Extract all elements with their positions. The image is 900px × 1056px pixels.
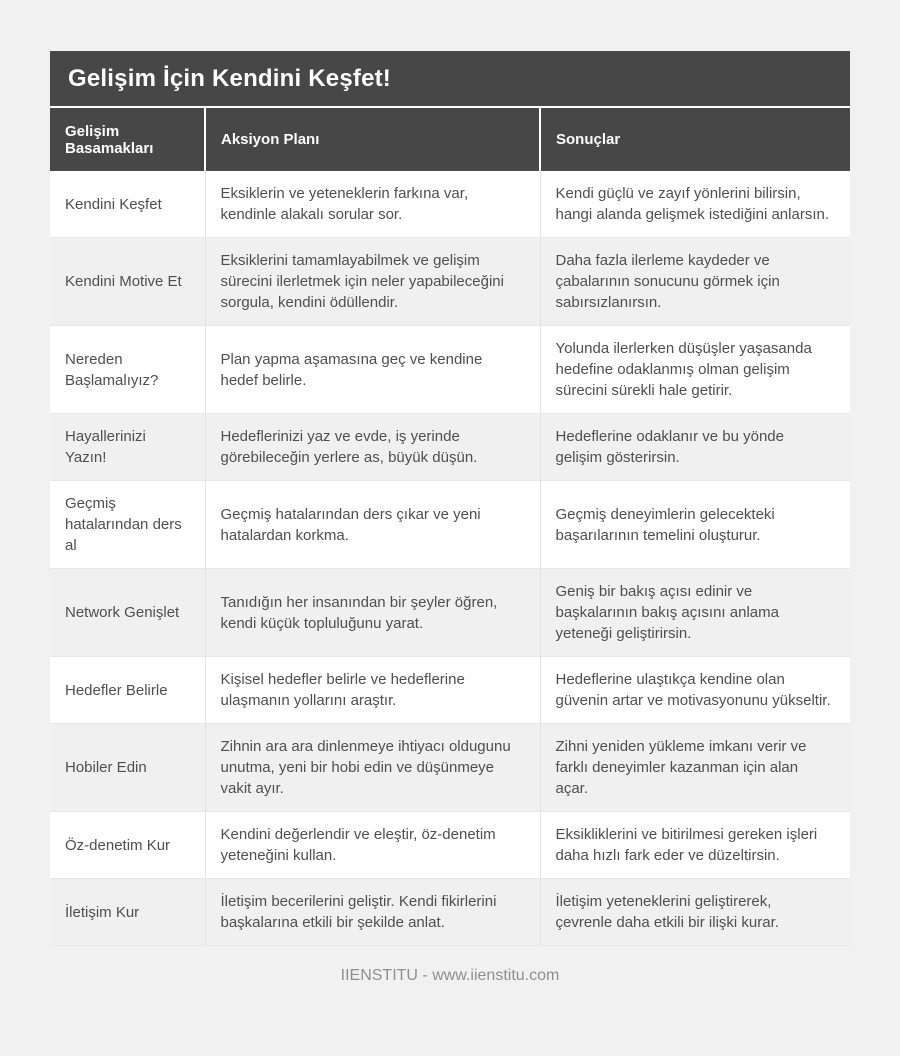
row-action-text: Geçmiş hatalarından ders çıkar ve yeni hatalardan korkma. bbox=[205, 481, 540, 569]
table-header-row bbox=[50, 108, 850, 171]
row-action-text: Zihnin ara ara dinlenmeye ihtiyacı oldugunu unutma, yeni bir hobi edin ve düşünmeye vakit ayır. bbox=[205, 724, 540, 812]
row-result-text: Yolunda ilerlerken düşüşler yaşasanda hedefine odaklanmış olman gelişim sürecini sürekli hale getirir. bbox=[540, 326, 850, 414]
table-row bbox=[50, 238, 850, 326]
row-step-label: Hayallerinizi Yazın! bbox=[50, 414, 205, 481]
column-header-steps: Gelişim Basamakları bbox=[50, 108, 205, 171]
row-result-text: İletişim yeteneklerini geliştirerek, çevrenle daha etkili bir ilişki kurar. bbox=[540, 879, 850, 946]
table-row bbox=[50, 326, 850, 414]
row-result-text: Zihni yeniden yükleme imkanı verir ve farklı deneyimler kazanman için alan açar. bbox=[540, 724, 850, 812]
row-action-text: Plan yapma aşamasına geç ve kendine hedef belirle. bbox=[205, 326, 540, 414]
table-row bbox=[50, 481, 850, 569]
row-step-label: Nereden Başlamalıyız? bbox=[50, 326, 205, 414]
column-header-results: Sonuçlar bbox=[540, 108, 850, 171]
row-step-label: İletişim Kur bbox=[50, 879, 205, 946]
row-result-text: Geçmiş deneyimlerin gelecekteki başarılarının temelini oluşturur. bbox=[540, 481, 850, 569]
row-step-label: Kendini Motive Et bbox=[50, 238, 205, 326]
table-header bbox=[50, 108, 850, 171]
row-step-label: Hobiler Edin bbox=[50, 724, 205, 812]
row-step-label: Öz-denetim Kur bbox=[50, 812, 205, 879]
row-action-text: Eksiklerin ve yeteneklerin farkına var, kendinle alakalı sorular sor. bbox=[205, 171, 540, 238]
table-row bbox=[50, 812, 850, 879]
row-action-text: Eksiklerini tamamlayabilmek ve gelişim sürecini ilerletmek için neler yapabileceğini sorgula, kendini ödüllendir. bbox=[205, 238, 540, 326]
row-action-text: Kendini değerlendir ve eleştir, öz-denetim yeteneğini kullan. bbox=[205, 812, 540, 879]
table-row bbox=[50, 879, 850, 946]
row-result-text: Geniş bir bakış açısı edinir ve başkalarının bakış açısını anlama yeteneği geliştirirsin. bbox=[540, 569, 850, 657]
row-step-label: Hedefler Belirle bbox=[50, 657, 205, 724]
page-title: Gelişim İçin Kendini Keşfet! bbox=[50, 51, 850, 108]
column-header-action-plan: Aksiyon Planı bbox=[205, 108, 540, 171]
row-action-text: Tanıdığın her insanından bir şeyler öğren, kendi küçük topluluğunu yarat. bbox=[205, 569, 540, 657]
row-action-text: Hedeflerinizi yaz ve evde, iş yerinde görebileceğin yerlere as, büyük düşün. bbox=[205, 414, 540, 481]
row-result-text: Daha fazla ilerleme kaydeder ve çabalarının sonucunu görmek için sabırsızlanırsın. bbox=[540, 238, 850, 326]
row-result-text: Kendi güçlü ve zayıf yönlerini bilirsin, hangi alanda gelişmek istediğini anlarsın. bbox=[540, 171, 850, 238]
development-table bbox=[50, 108, 850, 946]
row-result-text: Hedeflerine ulaştıkça kendine olan güvenin artar ve motivasyonunu yükseltir. bbox=[540, 657, 850, 724]
table-row bbox=[50, 569, 850, 657]
table-row bbox=[50, 414, 850, 481]
table-row bbox=[50, 657, 850, 724]
development-table-card bbox=[50, 51, 850, 985]
table-row bbox=[50, 171, 850, 238]
row-step-label: Geçmiş hatalarından ders al bbox=[50, 481, 205, 569]
row-action-text: İletişim becerilerini geliştir. Kendi fikirlerini başkalarına etkili bir şekilde anlat. bbox=[205, 879, 540, 946]
row-step-label: Kendini Keşfet bbox=[50, 171, 205, 238]
table-body bbox=[50, 171, 850, 946]
footer-credit: IIENSTITU - www.iienstitu.com bbox=[340, 967, 560, 984]
table-row bbox=[50, 724, 850, 812]
row-step-label: Network Genişlet bbox=[50, 569, 205, 657]
row-result-text: Eksikliklerini ve bitirilmesi gereken işleri daha hızlı fark eder ve düzeltirsin. bbox=[540, 812, 850, 879]
row-action-text: Kişisel hedefler belirle ve hedeflerine ulaşmanın yollarını araştır. bbox=[205, 657, 540, 724]
row-result-text: Hedeflerine odaklanır ve bu yönde gelişim gösterirsin. bbox=[540, 414, 850, 481]
